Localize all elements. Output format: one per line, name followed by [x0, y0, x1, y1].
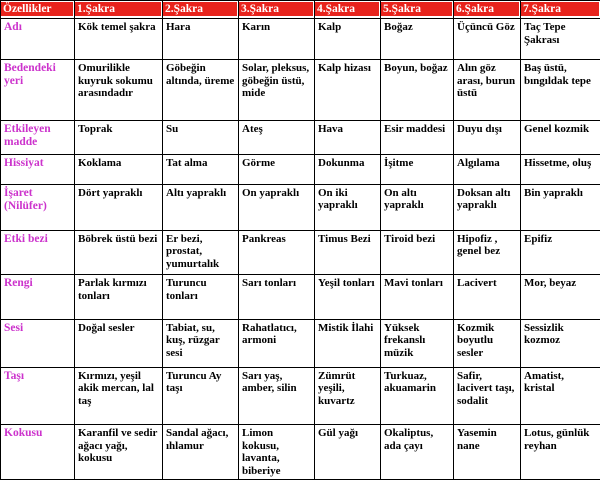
row-label: Sesi	[1, 319, 75, 367]
table-cell: Koklama	[75, 155, 163, 184]
table-cell: Rahatlatıcı, armoni	[239, 319, 315, 367]
table-cell: Yeşil tonları	[315, 275, 381, 319]
table-row	[1, 19, 600, 60]
table-cell: Amatist, kristal	[521, 367, 600, 424]
table-cell: Üçüncü Göz	[454, 19, 521, 60]
table-cell: Sessizlik kozmoz	[521, 319, 600, 367]
table-cell: Boyun, boğaz	[381, 60, 454, 121]
table-cell: Alın göz arası, burun üstü	[454, 60, 521, 121]
table-cell: Ateş	[239, 120, 315, 154]
header-chakra-1: 1.Şakra	[75, 1, 163, 19]
row-label: Kokusu	[1, 425, 75, 480]
table-cell: Kalp	[315, 19, 381, 60]
table-row	[1, 155, 600, 184]
table-cell: Limon kokusu, lavanta, biberiye	[239, 425, 315, 480]
table-cell: Görme	[239, 155, 315, 184]
table-cell: Taç Tepe Şakrası	[521, 19, 600, 60]
table-cell: Hava	[315, 120, 381, 154]
header-chakra-5: 5.Şakra	[381, 1, 454, 19]
table-cell: Zümrüt yeşili, kuvartz	[315, 367, 381, 424]
table-cell: Esir maddesi	[381, 120, 454, 154]
header-chakra-3: 3.Şakra	[239, 1, 315, 19]
header-features: Özellikler	[1, 1, 75, 19]
table-cell: Boğaz	[381, 19, 454, 60]
table-row	[1, 275, 600, 319]
row-label: Etki bezi	[1, 230, 75, 274]
table-row	[1, 319, 600, 367]
table-cell: Sarı yaş, amber, silin	[239, 367, 315, 424]
row-label: Bedendeki yeri	[1, 60, 75, 121]
table-cell: Kök temel şakra	[75, 19, 163, 60]
header-chakra-4: 4.Şakra	[315, 1, 381, 19]
table-cell: Duyu dışı	[454, 120, 521, 154]
table-cell: Kozmik boyutlu sesler	[454, 319, 521, 367]
table-cell: Dokunma	[315, 155, 381, 184]
table-cell: Tabiat, su, kuş, rüzgar sesi	[163, 319, 239, 367]
table-cell: Yasemin nane	[454, 425, 521, 480]
row-label: İşaret (Nilüfer)	[1, 184, 75, 230]
table-cell: Epifiz	[521, 230, 600, 274]
table-cell: Hissetme, oluş	[521, 155, 600, 184]
table-cell: Dört yapraklı	[75, 184, 163, 230]
row-label: Hissiyat	[1, 155, 75, 184]
table-cell: Solar, pleksus, göbeğin üstü, mide	[239, 60, 315, 121]
table-cell: Karanfil ve sedir ağacı yağı, kokusu	[75, 425, 163, 480]
header-row	[1, 1, 600, 19]
table-cell: Turkuaz, akuamarin	[381, 367, 454, 424]
table-cell: Okaliptus, ada çayı	[381, 425, 454, 480]
table-cell: Bin yapraklı	[521, 184, 600, 230]
table-cell: Turuncu Ay taşı	[163, 367, 239, 424]
table-cell: İşitme	[381, 155, 454, 184]
table-cell: Turuncu tonları	[163, 275, 239, 319]
table-cell: Kalp hizası	[315, 60, 381, 121]
table-cell: Genel kozmik	[521, 120, 600, 154]
table-cell: Mistik İlahi	[315, 319, 381, 367]
table-cell: Altı yapraklı	[163, 184, 239, 230]
table-row	[1, 230, 600, 274]
table-row	[1, 425, 600, 480]
table-cell: Mor, beyaz	[521, 275, 600, 319]
table-cell: Toprak	[75, 120, 163, 154]
table-cell: Tat alma	[163, 155, 239, 184]
table-cell: Timus Bezi	[315, 230, 381, 274]
row-label: Etkileyen madde	[1, 120, 75, 154]
table-cell: Er bezi, prostat, yumurtalık	[163, 230, 239, 274]
header-chakra-7: 7.Şakra	[521, 1, 600, 19]
table-cell: Algılama	[454, 155, 521, 184]
table-cell: Parlak kırmızı tonları	[75, 275, 163, 319]
row-label: Taşı	[1, 367, 75, 424]
table-cell: Su	[163, 120, 239, 154]
header-chakra-6: 6.Şakra	[454, 1, 521, 19]
table-row	[1, 184, 600, 230]
table-row	[1, 367, 600, 424]
table-cell: Mavi tonları	[381, 275, 454, 319]
table-cell: Lacivert	[454, 275, 521, 319]
table-cell: Doğal sesler	[75, 319, 163, 367]
table-cell: On altı yapraklı	[381, 184, 454, 230]
table-cell: Böbrek üstü bezi	[75, 230, 163, 274]
table-cell: Baş üstü, bıngıldak tepe	[521, 60, 600, 121]
table-cell: Pankreas	[239, 230, 315, 274]
table-cell: On yapraklı	[239, 184, 315, 230]
table-cell: Safir, lacivert taşı, sodalit	[454, 367, 521, 424]
table-cell: Doksan altı yapraklı	[454, 184, 521, 230]
table-cell: Hara	[163, 19, 239, 60]
table-cell: On iki yapraklı	[315, 184, 381, 230]
table-cell: Sarı tonları	[239, 275, 315, 319]
header-chakra-2: 2.Şakra	[163, 1, 239, 19]
table-cell: Göbeğin altında, üreme	[163, 60, 239, 121]
table-cell: Tiroid bezi	[381, 230, 454, 274]
table-cell: Omurilikle kuyruk sokumu arasındadır	[75, 60, 163, 121]
table-cell: Lotus, günlük reyhan	[521, 425, 600, 480]
row-label: Rengi	[1, 275, 75, 319]
table-cell: Hipofiz , genel bez	[454, 230, 521, 274]
table-cell: Gül yağı	[315, 425, 381, 480]
row-label: Adı	[1, 19, 75, 60]
table-row	[1, 120, 600, 154]
table-body	[1, 1, 600, 480]
table-cell: Yüksek frekanslı müzik	[381, 319, 454, 367]
table-cell: Sandal ağacı, ıhlamur	[163, 425, 239, 480]
table-cell: Kırmızı, yeşil akik mercan, lal taş	[75, 367, 163, 424]
table-row	[1, 60, 600, 121]
table-cell: Karın	[239, 19, 315, 60]
